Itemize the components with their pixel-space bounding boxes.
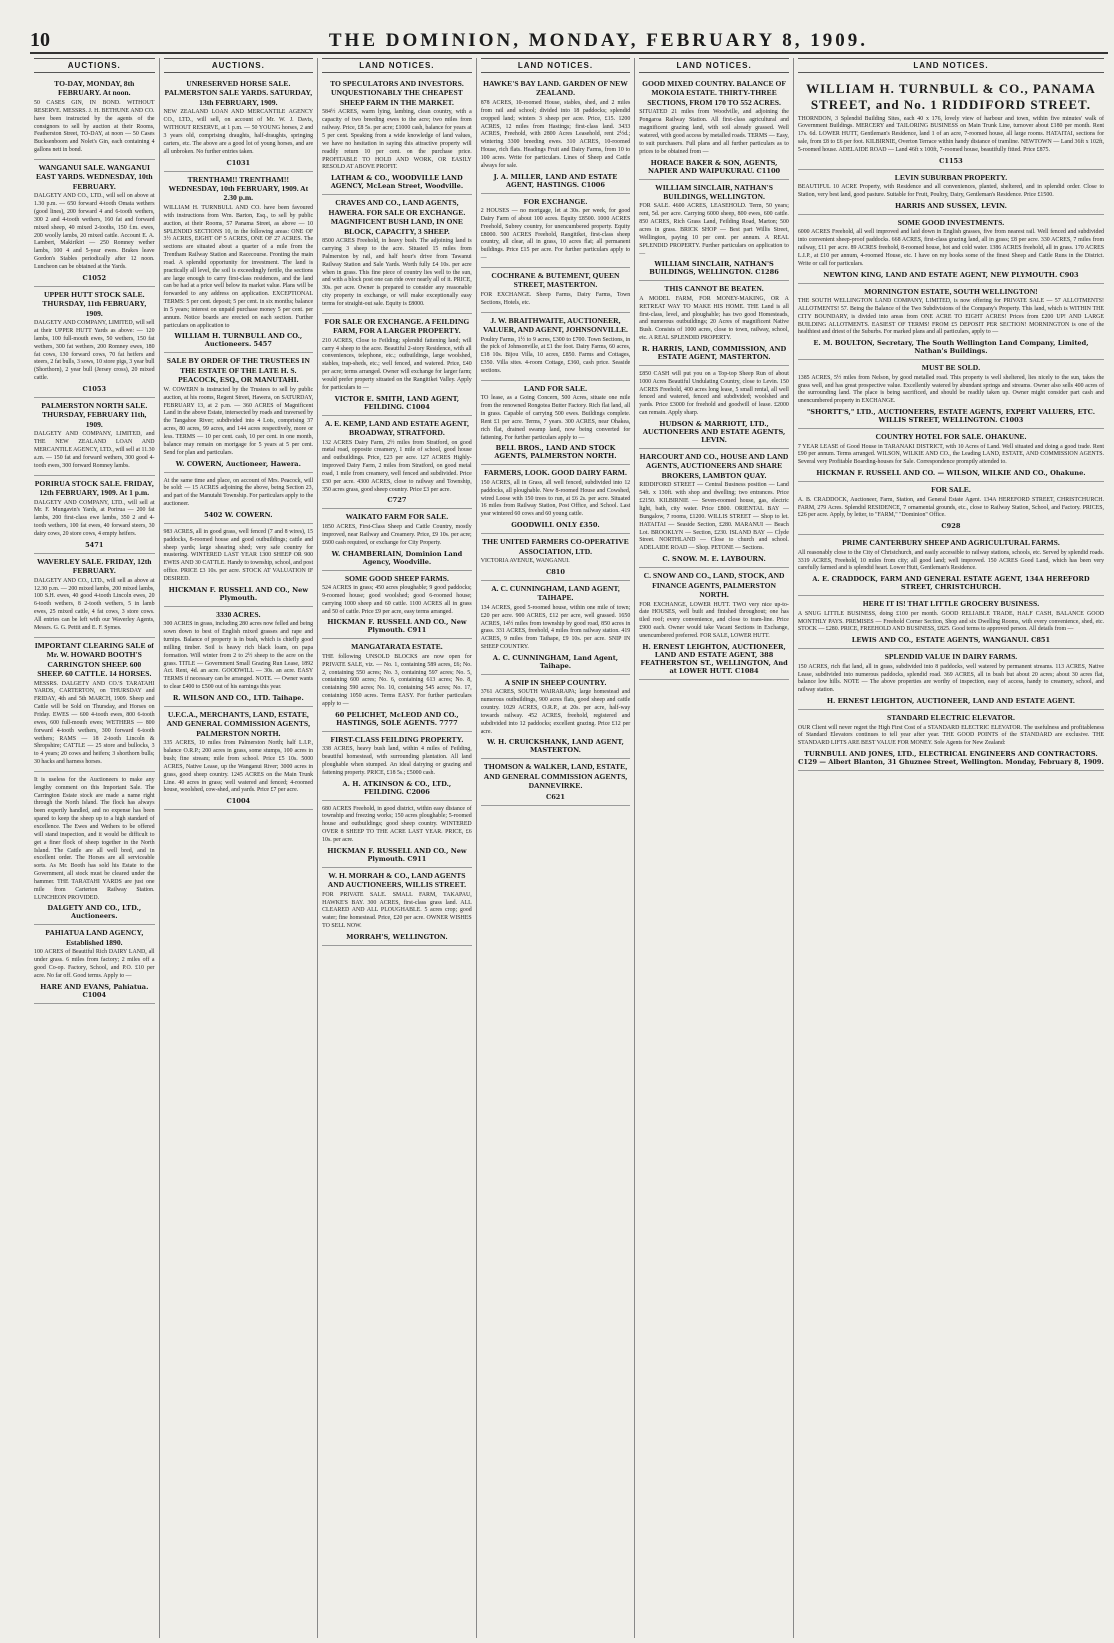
ad-body-text: It is useless for the Auctioneers to make any lengthy comment on this Important Sale. The Carrington Estate stock are made a name right through the North Island. The flock has always been expertly handled, and no expense has been spared to keep the sheep up to a high standard of excellence. The Ewes and Wethers to be offered will stand inspection, and it would be difficult to get a finer flock of sheep together in the North Island. The Cattle are all well bred, and in excellent order. The Horses are all serviceable sorts. As Mr. Booth has sold his Estate to the Government, all stock must be cleared under the hammer. THE TARATAHI YARDS are just one mile from Carterton Railway Station. LUNCHEON PROVIDED. [34, 776, 155, 901]
advertisement [639, 76, 789, 180]
advertisement [481, 381, 631, 466]
ad-headline: PRIME CANTERBURY SHEEP AND AGRICULTURAL FARMS. [842, 538, 1060, 548]
ad-headline: FIRST-CLASS FEILDING PROPERTY. [330, 734, 464, 744]
ad-headline: SALE BY ORDER OF THE TRUSTEES IN THE ESTATE OF THE LATE H. S. PEACOCK, ESQ., OR MANUTAHI. [166, 356, 310, 385]
advertisement [164, 353, 314, 472]
ad-signature: R. WILSON AND CO., LTD. Taihape. [172, 693, 304, 702]
ad-body-text: £850 CASH will put you on a Top-top Sheep Run of about 1000 Acres Beautiful Undulating Country, close to Levin. 150 ACRES Freehold, 400 acres long lease, 5 small rental, all well fenced and watered, fenced and subdivided; woolshed and yards. Price £3000 for freehold and goodwill of lease. £2000 can remain. Apply sharp. [639, 370, 789, 417]
advertisement [481, 194, 631, 268]
page-number: 10 [30, 29, 50, 51]
advertisement [639, 449, 789, 568]
advertisement [322, 195, 472, 314]
ad-signature: 5402 W. COWERN. [204, 510, 273, 519]
advertisement [481, 313, 631, 381]
ad-headline: SOME GOOD SHEEP FARMS. [344, 573, 449, 583]
ad-headline: THIS CANNOT BE BEATEN. [664, 284, 764, 294]
ad-headline: PAHIATUA LAND AGENCY, Established 1890. [45, 928, 144, 947]
ad-body-text: 1850 ACRES, First-Class Sheep and Cattle Country, mostly improved, near Railway and Creamery. Price, £9 10s. per acre; £600 cash required, or exchange for City Property. [322, 523, 472, 546]
ad-headline: TO-DAY, MONDAY, 8th FEBRUARY. At noon. [54, 79, 135, 98]
ad-headline: W. H. MORRAH & CO., LAND AGENTS AND AUCTIONEERS, WILLIS STREET. [327, 870, 467, 890]
ad-body-text: DALGETY AND COMPANY, LTD., will sell at Mr. F. Mungavin's Yards, at Porirua — 200 fat lambs, 200 first-class ewe lambs, 350 2 and 4-tooth wethers, 100 fat ewes, 40 forward steers, 30 dairy cows, 20 store cows, 4 empty heifers. [34, 499, 155, 537]
ad-headline: COUNTRY HOTEL FOR SALE. OHAKUNE. [875, 432, 1027, 442]
ad-headline: TO SPECULATORS AND INVESTORS. UNQUESTIONABLY THE CHEAPEST SHEEP FARM IN THE MARKET. [330, 79, 464, 107]
advertisement [322, 732, 472, 801]
ad-signature: TURNBULL AND JONES, LTD., ELECTRICAL ENGINEERS AND CONTRACTORS. C129 — Albert Blanton, 31 Ghuznee Street, Wellington. Monday, February 8, 1909. [798, 750, 1104, 767]
ad-headline: GOOD MIXED COUNTRY. BALANCE OF MOKOIA ESTATE. THIRTY-THREE SECTIONS, FROM 170 TO 552 ACRES. [642, 79, 787, 107]
ad-headline: IMPORTANT CLEARING SALE of Mr. W. HOWARD BOOTH'S CARRINGTON SHEEP. 600 SHEEP. 60 CATTLE. 14 HORSES. [34, 640, 154, 679]
ad-signature: 5471 [85, 540, 104, 549]
column-2 [160, 58, 319, 1638]
ad-body-text: FOR EXCHANGE. Sheep Farms, Dairy Farms, Town Sections, Hotels, etc. [480, 291, 631, 306]
column-heading: AUCTIONS. [34, 58, 155, 73]
ad-body-text: DALGETY AND COMPANY, LIMITED, will sell at their UPPER HUTT Yards as above: — 120 lambs, 100 full-mouth ewes, 50 wethers, 150 fat wethers, 300 fat wethers, 200 Romney ewes, 180 fat cows, 130 forward cows, 70 fat heifers and steers, 2 fat bulls, 3 sows, 10 store pigs, 3 year bull (Shorthorn), 2 year bull (Jersey cross), 20 mixed cattle. [34, 320, 155, 382]
ad-headline: THE UNITED FARMERS CO-OPERATIVE ASSOCIATION, LTD. [482, 537, 629, 556]
ad-body-text: 8500 ACRES Freehold, in heavy bush. The adjoining land is carrying 3 sheep to the acre. Situated 15 miles from Palmerston by rail, and half hour's drive from Tawanui Railway Station and Sale Yards. Worth fully £4 10s. per acre when in grass. This fine piece of country lies well to the sun, and with a block post one can ride over nearly all of it. PRICE, 30s. per acre. Owner is prepared to consider any reasonable city property in exchange, or will make exceptionally easy terms for straight-out sale. Equity is £8000. [322, 238, 472, 307]
ad-headline: LEVIN SUBURBAN PROPERTY. [894, 172, 1008, 182]
ad-body-text: A SNUG LITTLE BUSINESS, doing £100 per month. GOOD RELIABLE TRADE, HALF CASH, BALANCE GOOD MONTHLY PAYS. PREMISES — Freehold Corner Section, Shop and six Dwelling Rooms, with every convenience, shed, etc. STOCK — £280. PRICE, FREEHOLD AND BUSINESS, £825. Good terms to approved person. All details from — [797, 610, 1105, 633]
column-heading: LAND NOTICES. [798, 58, 1104, 73]
ad-body-text: 150 ACRES, all in Grass, all well fenced, subdivided into 12 paddocks, all ploughable. New 8-roomed House and Cowshed, wired Loose with 150 trees to run, at £6 2s. per acre. Situated 16 miles from Railway Station, Post Office, and School. Last year wintered 60 cows and 60 young cattle. [480, 479, 631, 518]
ad-signature: NEWTON KING, LAND AND ESTATE AGENT, NEW PLYMOUTH. C903 [823, 270, 1079, 279]
advertisement [481, 534, 631, 581]
advertisement [34, 287, 155, 398]
ad-body-text: 132 ACRES Dairy Farm, 2½ miles from Stratford, on good metal road, opposite creamery, 1 mile of school, good house and outbuildings. Price, £23 per acre. 127 ACRES Highly-improved Dairy Farm, 2 miles from Stratford, on good metal road, 1 mile from creamery, well fenced and subdivided. Price £30 per acre. 4300 ACRES, close to railway and Township, 350 acres grass, good sheep country. Price £3 per acre. [322, 439, 472, 493]
ad-signature: E. M. BOULTON, Secretary, The South Wellington Land Company, Limited, Nathan's Buildings. [813, 339, 1089, 356]
ad-headline: CRAVES AND CO., LAND AGENTS, HAWERA. FOR SALE OR EXCHANGE. MAGNIFICENT BUSH LAND, IN ONE BLOCK, CAPACITY, 3 SHEEP. [328, 198, 466, 236]
advertisement [322, 416, 472, 510]
advertisement [322, 868, 472, 946]
advertisement [164, 524, 314, 607]
ad-body-text: THE SOUTH WELLINGTON LAND COMPANY, LIMITED, is now offering for PRIVATE SALE — 57 ALLOTMENTS! ALLOTMENTS! 57. Being the Balance of the Two Subdivisions of the Company's Property. This land, which is WITHIN THE CITY BOUNDARY, is divided into areas from ONE ACRE TO EIGHT ACRES! Prices from £200 UP! AND LARGE BUILDING ALLOTMENTS. EASIEST OF TERMS! FROM £5 DEPOSIT PER SECTION! MORNINGTON is one of the healthiest and driest of the Suburbs. For marked plans and all particulars, apply to — [797, 298, 1105, 336]
advertisement [798, 535, 1104, 596]
ad-headline: WILLIAM SINCLAIR, NATHAN'S BUILDINGS, WELLINGTON. [655, 182, 773, 201]
ad-body-text: A. B. CRADDOCK, Auctioneer, Farm, Station, and General Estate Agent. 134A HEREFORD STREET, CHRISTCHURCH. FARM, 279 Acres. Splendid RESIDENCE, 7 ornamental grounds, etc., close to Railway Station, School, and Factory. PRICES, £26 per acre. Apply, by letter, to "FARM," "Dominion" Office. [797, 496, 1105, 519]
ad-signature: A. C. CUNNINGHAM, Land Agent, Taihape. [492, 653, 619, 670]
ad-headline: FARMERS, LOOK. GOOD DAIRY FARM. [484, 468, 627, 478]
ad-body-text: 134 ACRES, good 5-roomed house, within one mile of town; £20 per acre. 900 ACRES, £12 per acre, well grassed. 1650 ACRES, 14½ miles from township by good road, 850 acres in grass. 331 ACRES, freehold, 4 miles from railway station. 419 ACRES, 9 miles from Taihape, £9 10s. per acre. SNIP IN SHEEP COUNTRY. [480, 604, 631, 651]
ad-body-text: FOR SALE. 4600 ACRES, LEASEHOLD. Term, 50 years; rent, 5d. per acre. Carrying 6000 sheep, 800 ewes, 600 cattle. 850 ACRES, Rich Grass Land, Feilding Road, Marton; 500 acres in grass. BRICK SHOP — Best part Willis Street, Wellington, paying 10 per cent. per annum. A REAL SPLENDID PROPERTY. Further particulars on application to — [639, 203, 789, 257]
ad-body-text: 338 ACRES, heavy bush land, within 4 miles of Feilding, beautiful homestead, with surrounding plantation. All land ploughable when stumped. An ideal dairying or grazing and fattening property. PRICE, £18 5s.; £5000 cash. [322, 746, 472, 776]
column-3 [318, 58, 477, 1638]
ad-body-text: 150 ACRES, rich flat land, all in grass, subdivided into 8 paddocks, well watered by permanent streams. 113 ACRES, Native Lease, subdivided into numerous paddocks, splendid road. 369 ACRES, all in bush but about 20 acres; about 30 acres flat, balance low hills. NOTE — The above properties are worthy of inspection, easy of access, handy to creamery, school, and railway station. [797, 663, 1105, 694]
ad-signature: HARE AND EVANS, Pahiatua. C1004 [40, 982, 149, 999]
ad-signature: C1031 [226, 158, 251, 167]
ad-body-text: 680 ACRES Freehold, in good district, within easy distance of township and freezing works; 150 acres ploughable; 5-roomed house and outbuildings; good sheep country. WINTERED OVER 8 SHEEP TO THE ACRE LAST YEAR. PRICE, £6 10s. per acre. [322, 805, 472, 843]
ad-signature: C928 [941, 522, 961, 531]
advertisement [639, 180, 789, 282]
ad-body-text: All reasonably close to the City of Christchurch, and easily accessible to railway stations, schools, etc. Served by splendid roads. 3319 ACRES, Freehold, 10 miles from city; all good land; well improved. 150 ACRES Good Land, which has been very carefully farmed and is splendid heart. Lower Hutt, Gentleman's Residence. [797, 549, 1105, 572]
advertisement [798, 170, 1104, 215]
column-heading: LAND NOTICES. [481, 58, 631, 73]
column-heading: LAND NOTICES. [639, 58, 789, 73]
ad-signature: 60 PELICHET, McLEOD AND CO., HASTINGS, SOLE AGENTS. 7777 [335, 710, 459, 727]
advertisement [639, 281, 789, 366]
ad-signature: C727 [387, 496, 407, 505]
ad-headline: UPPER HUTT STOCK SALE. THURSDAY, 11th FEBRUARY, 1909. [42, 289, 147, 318]
ad-body-text: 335 ACRES, 10 miles from Palmerston North; half L.I.P., balance O.R.P.; 200 acres in grass, some stumps, 100 acres in bush; fine stream; mile from school. Price £5 10s. 5000 ACRES, Native Lease, up the Wanganui River; 3000 acres in grass, good sheep country. 1245 ACRES on the Main Trunk Line. 40 acres in grass; well watered and fenced; 4-roomed house, woolshed, cow-shed, and yards. Price £7 per acre. [163, 740, 314, 794]
ad-signature: J. A. MILLER, LAND AND ESTATE AGENT, HASTINGS. C1006 [493, 172, 618, 189]
advertisement [322, 509, 472, 570]
ad-signature: HICKMAN F. RUSSELL AND CO. — WILSON, WILKIE AND CO., Ohakune. [816, 469, 1086, 478]
ad-signature: GOODWILL ONLY £350. [511, 521, 600, 530]
ad-headline: WAIKATO FARM FOR SALE. [345, 512, 449, 522]
ad-signature: W. H. CRUICKSHANK, LAND AGENT, MASTERTON. [487, 738, 624, 755]
ad-body-text: THORNDON, 3 Splendid Building Sites, each 40 x 176, lovely view of harbour and town, within five minutes' walk of Government Buildings. MERCERY and TAILORING BUSINESS on Main Trunk Line, turnover about £180 per month. Rent 17s. 6d. LOWER HUTT, Gentleman's Residence, land 1 of an acre, 7-roomed house, all large rooms. HATAITAI, sections for sale, from £8 to £6 per foot. KILBIRNIE, Overton Terrace within handy distance of tramline. NEWTOWN — Land 36ft x 102ft, 5-roomed house. ADELAIDE ROAD — Land 46ft x 100ft, 7-roomed house, beautifully fitted. Price £875. [797, 115, 1105, 153]
ad-signature: VICTOR E. SMITH, LAND AGENT, FEILDING. C1004 [334, 394, 460, 411]
ad-body-text: DALGETY AND CO., LTD., will sell on above at 1.30 p.m. — 650 forward 4-tooth Omata wethers (good lines), 200 forward 4 and 6-tooth wethers, 300 2 and 4-tooth wethers, 160 fat and forward mixed sheep, 40 mixed 2-tooths, 150 f.m. ewes, 200 woolly lambs, 20 mixed cattle. Account E. A. Lambert, Makirikiri — 250 Romney wether lambs, 100 4 and 5-year ewes. Brakes leave Gordon's Stables periodically after 12 noon. Luncheon can be obtained at the Yards. [34, 193, 155, 270]
ad-signature: HICKMAN F. RUSSELL AND CO., New Plymouth. C911 [327, 846, 467, 863]
ad-headline: J. W. BRAITHWAITE, AUCTIONEER, VALUER, AND AGENT, JOHNSONVILLE. [483, 315, 628, 335]
advertisement [34, 554, 155, 638]
ad-headline: TRENTHAM!! TRENTHAM!! WEDNESDAY, 10th FEBRUARY, 1909. At 2.30 p.m. [168, 174, 309, 203]
ad-signature: DALGETY AND CO., LTD., Auctioneers. [47, 904, 142, 921]
column-6 [794, 58, 1108, 1638]
ad-signature: C1004 [226, 797, 251, 806]
advertisement [322, 801, 472, 868]
advertisement [322, 314, 472, 416]
ad-body-text: FOR PRIVATE SALE. SMALL FARM, TAKAPAU, HAWKE'S BAY. 300 ACRES, first-class grass land. ALL CLEARED AND ALL PLOUGHABLE. 5 acres crop; good water; fine homestead. Price, £20 per acre. OWNER WISHES TO SELL NOW. [322, 891, 472, 930]
ad-headline: WILLIAM H. TURNBULL & CO., PANAMA STREET, and No. 1 RIDDIFORD STREET. [806, 81, 1096, 113]
advertisement [639, 366, 789, 449]
advertisement [322, 571, 472, 640]
ad-body-text: A MODEL FARM, FOR MONEY-MAKING, OR A RETREAT WAY TO MAKE HIS HOME. THE Land is all first-class, level, and ploughable; has two good Homesteads, and numerous outbuildings; 20 Acres of magnificent Native Bush. Consists of 1000 acres, close to town, railway, school, etc. A REAL SPLENDID PROPERTY. [639, 295, 789, 342]
advertisement [798, 596, 1104, 649]
ad-headline: MORNINGTON ESTATE, SOUTH WELLINGTON! [864, 286, 1038, 296]
column-5 [635, 58, 794, 1638]
advertisement [481, 581, 631, 675]
ad-body-text: MESSRS. DALGETY AND CO.'S TARATAHI YARDS, CARTERTON, on THURSDAY and FRIDAY, 4th and 5th MARCH, 1909. Sheep and Cattle will be Sold on Thursday, and Horses on Friday. EWES — 600 4-tooth ewes, 800 6-tooth ewes, 600 full-mouth ewes; WETHERS — 800 forward 4-tooth wethers, 300 forward 6-tooth wethers; RAMS — 18 2-tooth Lincoln & Shropshire; CATTLE — 25 store and bullocks, 3 to 4 years; 20 cows and heifers; 3 shorthorn bulls; 30 hacks and harness horses. [34, 680, 155, 766]
ad-body-text: BEAUTIFUL 10 ACRE Property, with Residence and all conveniences, planted, sheltered, and in splendid order. Close to Station, very best land, good pasture. Suitable for Fruit, Poultry, Dairy, Gentleman's Residence. Price £1500. [797, 184, 1105, 199]
advertisement [322, 76, 472, 195]
ad-body-text: TO lease, as a Going Concern, 500 Acres, situate one mile from the renowned Rongotea Butter Factory. Rich flat land, all in grass. Capable of carrying 500 ewes. Buildings complete. Rent £1 per acre. Terms, 7 years. 300 ACRES, near Ohakea, rich flat, drained swamp land, now being converted for fattening. For further particulars apply to — [480, 395, 631, 441]
advertisement [34, 772, 155, 926]
columns-container [30, 58, 1108, 1638]
ad-headline: COCHRANE & BUTEMENT, QUEEN STREET, MASTERTON. [491, 270, 620, 290]
ad-signature: BELL BROS., LAND AND STOCK AGENTS, PALMERSTON NORTH. [494, 444, 617, 461]
ad-body-text: 878 ACRES, 10-roomed House, stables, shed, and 2 miles from rail and school; divided into 18 paddocks; splendid cropped land; winters 3 sheep per acre. Price, £15. 1200 ACRES, 12 miles from Hastings; first-class land. 3433 ACRES, Freehold, with 2800 Acres Leasehold, rent 2½d.; wintering 3300 breeding ewes. 310 ACRES, 10-roomed House, rich flats. Headings Fruit and Dairy Farms, from 10 to 100 acres. Write for particulars. Lines of Sheep and Cattle always for sale. [480, 99, 631, 169]
advertisement [164, 707, 314, 810]
newspaper-title: THE DOMINION, MONDAY, FEBRUARY 8, 1909. [328, 30, 868, 51]
ad-body-text: At the same time and place, on account of Mrs. Peacock, will be sold: — 15 ACRES adjoining the above, being Section 23, and part of the Manutahi Township. For particulars apply to the auctioneer. [163, 477, 314, 508]
advertisement [798, 649, 1104, 710]
advertisement [34, 925, 155, 1003]
ad-signature: WILLIAM SINCLAIR, NATHAN'S BUILDINGS, WELLINGTON. C1286 [649, 260, 779, 277]
ad-signature: "SHORTT'S," LTD., AUCTIONEERS, ESTATE AGENTS, EXPERT VALUERS, ETC. WILLIS STREET, WELLINGTON. C1003 [806, 408, 1096, 425]
advertisement [481, 675, 631, 760]
ad-headline: C. SNOW AND CO., LAND, STOCK, AND FINANCE AGENTS, PALMERSTON NORTH. [643, 571, 785, 600]
ad-signature: MORRAH'S, WELLINGTON. [346, 933, 448, 942]
ad-body-text: 1385 ACRES, 5½ miles from Nelson, by good metalled road. This property is well sheltered, lies nicely to the sun, takes the grass well, and has great prospective value. Excellently watered by abundant springs and streams. Owner also sells 400 acres of the surrounding land. The place is being sacrificed, and should be readily taken up. Owner might consider part cash and unencumbered property in EXCHANGE. [797, 374, 1105, 405]
advertisement [481, 76, 631, 194]
ad-headline: HARCOURT AND CO., HOUSE AND LAND AGENTS, AUCTIONEERS AND SHARE BROKERS, LAMBTON QUAY. [639, 452, 789, 480]
ad-body-text: 983 ACRES, all in good grass, well fenced (7 and 8 wires), 15 paddocks, 8-roomed house and good outbuildings; cattle and sheep yards; large shearing shed; very safe country for mustering. WINTERED LAST YEAR 1300 SHEEP OR 900 EWES AND 30 CATTLE. Handy to township, school, and post office. PRICE £3 10s. per acre. STOCK AT VALUATION IF DESIRED. [163, 528, 314, 582]
advertisement [34, 398, 155, 476]
ad-signature: C1052 [82, 273, 107, 282]
ad-body-text: FOR EXCHANGE, LOWER HUTT. TWO very nice up-to-date HOUSES, well built and finished throughout; one has tiled roof; every convenience, and close to tram-line. Price £900 each. Owner would take Vacant Sections in Exchange, unencumbered preferred. FOR SALE, LOWER HUTT. [639, 601, 789, 639]
ad-body-text: RIDDIFORD STREET — Central Business position — Land 54ft. x 130ft. with shop and dwelling; two entrances. Price £2150. KILBIRNIE — Seven-roomed house, gas, electric light, bath, city water. Price £800. ORIENTAL BAY — Bungalow, 7 rooms, £1200. WILLIS STREET — Shop to let. HATAITAI — Seaside Section, £280. MARANUI — Beach Lot. BROOKLYN — Section, £230. ISLAND BAY — Clyde Street. NORTHLAND — Close to church and school. ADELAIDE ROAD — Shop. PETONE — Sections. [639, 482, 789, 552]
advertisement [798, 76, 1104, 170]
ad-headline: UNRESERVED HORSE SALE. PALMERSTON SALE YARDS. SATURDAY, 13th FEBRUARY, 1909. [164, 79, 313, 107]
advertisement [34, 160, 155, 287]
ad-signature: LATHAM & CO., WOODVILLE LAND AGENCY, McLean Street, Woodville. [330, 174, 464, 191]
ad-signature: HORACE BAKER & SON, AGENTS, NAPIER AND WAIPUKURAU. C1100 [647, 158, 781, 175]
advertisement [481, 759, 631, 805]
ad-headline: A SNIP IN SHEEP COUNTRY. [504, 677, 607, 687]
ad-headline: MUST BE SOLD. [921, 363, 981, 373]
ad-signature: C810 [545, 567, 565, 576]
ad-signature: W. COWERN, Auctioneer, Hawera. [175, 459, 301, 468]
advertisement [798, 215, 1104, 284]
ad-body-text: DALGETY AND COMPANY, LIMITED, and THE NEW ZEALAND LOAN AND MERCANTILE AGENCY, LTD., will sell at 11.30 a.m. — 150 fat and forward wethers, 300 good 4-tooth ewes, 300 forward Romney lambs. [34, 431, 155, 469]
ad-signature: C1153 [939, 156, 963, 165]
ad-headline: PALMERSTON NORTH SALE. THURSDAY, FEBRUARY 11th, 1909. [41, 400, 148, 429]
ad-headline: SPLENDID VALUE IN DAIRY FARMS. [884, 652, 1018, 662]
ad-body-text: SITUATED 21 miles from Woodville, and adjoining the Pongaroa Railway Station. All first-class agricultural and magnificent grazing land, with soil already grassed. Well watered, with good access by metalled roads. TERMS — Easy, to suit purchasers. Full plans and all further particulars as to prices to be obtained from — [639, 109, 789, 155]
advertisement [34, 638, 155, 772]
ad-headline: A. E. KEMP, LAND AND ESTATE AGENT, BROADWAY, STRATFORD. [324, 418, 469, 438]
ad-headline: STANDARD ELECTRIC ELEVATOR. [886, 713, 1015, 723]
ad-headline: HERE IT IS! THAT LITTLE GROCERY BUSINESS. [862, 599, 1040, 609]
column-heading: AUCTIONS. [164, 58, 314, 73]
ad-signature: LEWIS AND CO., ESTATE AGENTS, WANGANUI. C851 [851, 636, 1051, 645]
ad-body-text: 6000 ACRES Freehold, all well improved and laid down in English grasses, five from nearest rail. Well fenced and subdivided into convenient sheep-proof paddocks. 668 ACRES, first-class grazing land, all in grass; £8 per acre. 330 ACRES, 7 miles from railway, £11 per acre. 89 ACRES freehold, 8-roomed house, hot and cold water. 1386 ACRES freehold, all in grass. 170 ACRES L.I.P., at £10 per annum, 4-roomed House, etc. I have on my books some of the finest Sheep and Cattle Runs in the District. Write or call for particulars. [797, 229, 1105, 267]
ad-signature: H. ERNEST LEIGHTON, AUCTIONEER, LAND AND ESTATE AGENT. [826, 697, 1076, 706]
ad-body-text: 584½ ACRES, warm lying, lambing, clean country, with a capacity of two breeding ewes to the acre; two miles from railway. Price, £8 5s. per acre; £1000 cash, balance for years at 5 per cent. Speaking from a wide knowledge of land values, we have no hesitation in saying this attractive property will readily return 10 per cent. on the purchase price. PROFITABLE TO HOLD AND WORK, OR EASILY RESOLD AT ABOVE PROFIT. [322, 109, 472, 171]
ad-headline: 3330 ACRES. [216, 609, 261, 619]
advertisement [322, 639, 472, 731]
advertisement [798, 360, 1104, 429]
ad-signature: W. CHAMBERLAIN, Dominion Land Agency, Woodville. [331, 549, 463, 566]
ad-headline: FOR EXCHANGE. [523, 196, 588, 206]
ad-body-text: 100 ACRES of Beautiful Rich DAIRY LAND, all under grass. 6 miles from factory; 2 miles off a good Co-op. Factory, School, and P.O. £10 per acre. No far off. Good terms. Apply to — [34, 949, 155, 979]
advertisement [798, 482, 1104, 535]
advertisement [481, 268, 631, 313]
ad-headline: FOR SALE OR EXCHANGE. A FEILDING FARM, FOR A LARGER PROPERTY. [324, 316, 470, 336]
ad-body-text: VICTORIA AVENUE, WANGANUI. [480, 558, 570, 565]
ad-body-text: NEW ZEALAND LOAN AND MERCANTILE AGENCY CO., LTD., will sell, on account of Mr. W. J. Davis, WITHOUT RESERVE, at 1 p.m. — 50 YOUNG horses, 2 and 3 years old, comprising draughts, half-draughts, springing carters, etc. The above are a good lot of young horses, and are all unbroken. No further entries taken. [163, 109, 314, 155]
ad-headline: SOME GOOD INVESTMENTS. [897, 217, 1005, 227]
advertisement [34, 476, 155, 554]
ad-body-text: WILLIAM H. TURNBULL AND CO. have been favoured with instructions from Wm. Barton, Esq., to sell by public auction, at their Rooms, 57 Panama Street, as above — 10 SPLENDID SECTIONS 10, in the following areas: ONE OF 3½ ACRES, EIGHT OF 5 ACRES, ONE OF 27 ACRES. The sections are situated about a quarter of a mile from the Trentham Railway Station and Racecourse. Fronting the main road. A splendid opportunity for investment. The land is practically all level, the soil is exceedingly fertile, the sections are large enough to carry first-class residences, and the land can be had at a price well below its market value. Plans will be forwarded to any address on application. EXCEPTIONAL TERMS: 5 per cent. deposit; 5 per cent. in six months; balance in 5 years; interest on unpaid purchase money 5 per cent. per annum. Notice boards are erected on each section. Further particulars on application to [163, 204, 314, 329]
advertisement [798, 710, 1104, 771]
ad-headline: WAVERLEY SALE. FRIDAY, 12th FEBRUARY. [37, 556, 152, 576]
ad-headline: LAND FOR SALE. [523, 383, 588, 393]
ad-body-text: 210 ACRES, Close to Feilding; splendid fattening land; will carry 4 sheep to the acre. Beautiful 2-story Residence, with all conveniences, telephone, etc.; outbuildings, large woolshed, stables, trap-sheds, etc.; well fenced, and watered. Price, £40 per acre; terms arranged. Owner will exchange for larger farm; would prefer property situated on the Rangitikei Valley. Apply for particulars to — [322, 337, 472, 391]
masthead [30, 30, 1108, 54]
ad-body-text: THE following UNSOLD BLOCKS are now open for PRIVATE SALE, viz. — No. 1, containing 589 acres, £6; No. 2, containing 550 acres; No. 3, containing 597 acres; No. 5, containing 600 acres; No. 6, containing 613 acres; No. 8, containing 590 acres; No. 10, containing 545 acres; No. 17, containing 1050 acres. Terms EASY. For further particulars apply to — [322, 653, 472, 707]
ad-headline: A. C. CUNNINGHAM, LAND AGENT, TAIHAPE. [491, 583, 620, 603]
ad-body-text: 2 HOUSES — no mortgage, let at 30s. per week, for good Dairy Farm of about 100 acres. Equity £8500. 1000 ACRES Freehold, Subrey country, for unencumbered property. Equity £8000. 500 ACRES Freehold, Rangitikei, first-class sheep country, all clear, all in grass, 10 acres flat; all permanent buildings. Price £15 per acre. For further particulars apply to — [480, 208, 631, 262]
advertisement [481, 465, 631, 534]
ad-signature: HICKMAN F. RUSSELL AND CO., New Plymouth. [168, 585, 309, 602]
column-4 [477, 58, 636, 1638]
advertisement [164, 473, 314, 524]
ad-signature: H. ERNEST LEIGHTON, AUCTIONEER, LAND AND ESTATE AGENT, 388 FEATHERSTON ST., WELLINGTON, And at LOWER HUTT. C1084 [640, 642, 788, 675]
ad-signature: A. H. ATKINSON & CO., LTD., FEILDING. C2006 [342, 779, 452, 796]
ad-signature: HICKMAN F. RUSSELL AND CO., New Plymouth. C911 [327, 618, 467, 635]
ad-body-text: 3761 ACRES, SOUTH WAIRARAPA; large homestead and numerous outbuildings, 900 acres flats, good sheep and cattle country. 1029 ACRES, O.R.P., at 20s. per acre, half-way towards railway. 452 ACRES, freehold, registered and subdivided into 12 paddocks; excellent grazing. Price £12 per acre. [480, 689, 631, 735]
ad-headline: FOR SALE. [931, 485, 971, 495]
advertisement [798, 284, 1104, 361]
ad-body-text: DALGETY AND CO., LTD., will sell as above at 12.30 p.m. — 200 mixed lambs, 200 mixed lambs, 100 S.H. ewes, 40 good 4-tooth Lincoln ewes, 20 6-tooth wethers, 8 2-tooth wethers, 5 in lamb ewes, 25 mixed cattle, 4 fat cows, 3 store cows. All entries can be left with our Waverley Agents, Messrs. G. G. Pettit and E. F. Symes. [34, 577, 155, 631]
ad-signature: HUDSON & MARRIOTT, LTD., AUCTIONEERS AND ESTATE AGENTS, LEVIN. [642, 420, 786, 444]
ad-headline: THOMSON & WALKER, LAND, ESTATE, AND GENERAL COMMISSION AGENTS, DANNEVIRKE. [483, 762, 628, 791]
ad-headline: PORIRUA STOCK SALE. FRIDAY, 12th FEBRUARY, 1909. At 1 p.m. [34, 478, 154, 498]
advertisement [798, 429, 1104, 482]
ad-headline: U.F.C.A., MERCHANTS, LAND, ESTATE, AND GENERAL COMMISSION AGENTS, PALMERSTON NORTH. [166, 709, 311, 738]
advertisement [34, 76, 155, 160]
ad-body-text: Poultry Farms, 1½ to 9 acres, £300 to £700. Town Sections, in the pick of Johnsonville, at £1 the foot. Dairy Farms, 60 acres, £18 10s. Bijou Villa, 10 acres, £850. Farms and Cottages, £350. Villa sites. 4-room Cottage, £360, cash price. Seaside sections. [480, 336, 631, 374]
ad-signature: WILLIAM H. TURNBULL AND CO., Auctioneers. 5457 [174, 332, 303, 349]
ad-signature: A. E. CRADDOCK, FARM AND GENERAL ESTATE AGENT, 134A HEREFORD STREET, CHRISTCHURCH. [812, 575, 1090, 592]
ad-headline: MANGATARATA ESTATE. [351, 642, 443, 652]
ad-body-text: 50 CASES GIN, IN BOND. WITHOUT RESERVE. MESSRS. J. H. BETHUNE AND CO. have been instructed by the agents of the consignors to sell by auction at their Rooms, Featherston Street, TO-DAY, at noon — 50 Cases Bucksenboom and Nolet's Gin, each containing 4 gallons nett in bond. [34, 99, 155, 154]
advertisement [639, 568, 789, 680]
advertisement [164, 172, 314, 354]
advertisement [164, 607, 314, 707]
ad-body-text: W. COWERN is instructed by the Trustees to sell by public auction, at his rooms, Regent Street, Hawera, on SATURDAY, FEBRUARY 13, at 2 p.m. — 360 ACRES of Magnificent Land in the above Estate, intersected by roads and traversed by the Tangahoe River; subdivided into 4 Lots, comprising 37 acres, 80 acres, 99 acres, and 144 acres respectively, more or less. TERMS — 10 per cent. cash, 10 per cent. in one month, balance may remain on mortgage for 5 years at 5 per cent. Send for plan and particulars. [163, 386, 314, 456]
ad-signature: HARRIS AND SUSSEX, LEVIN. [894, 201, 1007, 210]
ad-body-text: 524 ACRES in grass; 450 acres ploughable; 9 good paddocks; 9-roomed house; good woolshed; good 6-roomed house; carrying 1000 sheep and 60 cattle. 1100 ACRES all in grass and 50 of cattle. Price £9 per acre, easy terms arranged. [322, 584, 472, 615]
ad-body-text: OUR Client will never regret the High First Cost of a STANDARD ELECTRIC ELEVATOR. The usefulness and profitableness of Standard Elevators continues to tell year after year. THE GOOD POINTS of the STANDARD are exclusive. THE STANDARD LIFTS ARE BEST VALUE FOR MONEY. Sole Agents for New Zealand: [797, 724, 1105, 747]
ad-signature: C621 [545, 792, 565, 801]
ad-signature: C. SNOW. M. E. LAYBOURN. [662, 555, 766, 564]
column-heading: LAND NOTICES. [322, 58, 472, 73]
column-1 [30, 58, 160, 1638]
ad-signature: C1053 [82, 384, 107, 393]
ad-body-text: 7 YEAR LEASE of Good House in TARANAKI DISTRICT, with 10 Acres of Land. Well situated and doing a good trade. Rent £90 per annum. Terms arranged. WILSON, WILKIE AND CO., the Leading LAND, ESTATE, AND COMMISSION AGENTS. Several very Profitable Boarding-houses for Sale. Correspondence promptly attended to. [797, 443, 1105, 466]
ad-body-text: 300 ACRES in grass, including 280 acres now felled and being sown down to best of English mixed grasses and rape and turnips. Balance of property is in bush, which is chiefly good milling timber. Soil is heavy rich black loam, on papa formation. Will winter from 2 to 2½ sheep to the acre on the grass. TITLE — Government Small Grazing Run Lease, 1892 Act. Rent, 4d. an acre. GOODWILL — 30s. an acre. EASY TERMS if necessary can be arranged. NOTE. — Owner wants to clear £400 to £500 out of his earnings this year. [163, 621, 314, 691]
advertisement [164, 76, 314, 172]
ad-signature: R. HARRIS, LAND, COMMISSION, AND ESTATE AGENT, MASTERTON. [641, 344, 787, 361]
ad-headline: WANGANUI SALE. WANGANUI EAST YARDS. WEDNESDAY, 10th FEBRUARY. [35, 162, 153, 191]
ad-headline: HAWKE'S BAY LAND. GARDEN OF NEW ZEALAND. [483, 79, 628, 98]
